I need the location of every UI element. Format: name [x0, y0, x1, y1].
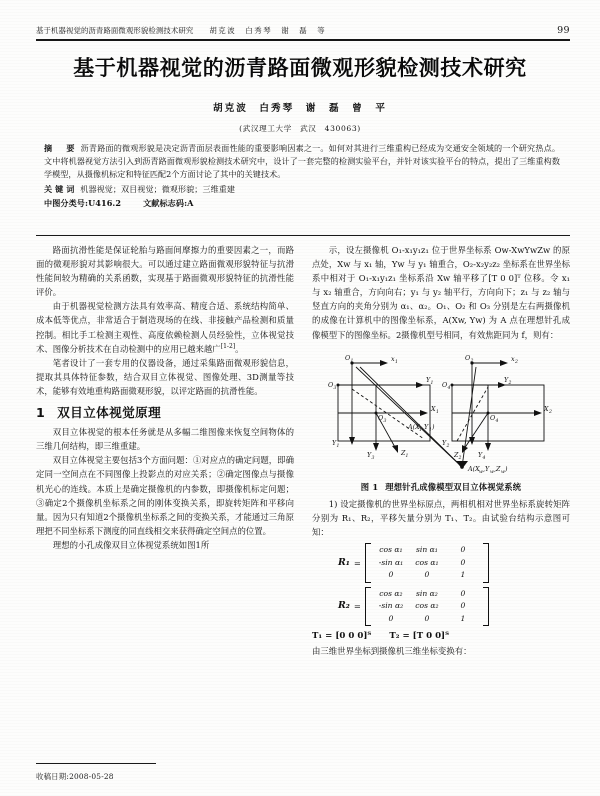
clc-label: 中图分类号	[44, 197, 85, 208]
paragraph: 理想的小孔成像双目立体视觉系统如图1所	[52, 539, 210, 550]
svg-text:,Y: ,Y	[483, 464, 490, 473]
abstract-label: 摘 要	[44, 143, 78, 153]
svg-text:,Z: ,Z	[494, 464, 501, 473]
body-columns	[36, 243, 570, 752]
equation-equals: =	[353, 557, 361, 568]
author-list: 胡克波 白秀琴 谢 磊 曾 平	[213, 103, 387, 114]
bracket-right	[483, 587, 489, 627]
figure-label-y3: Y	[367, 450, 372, 459]
svg-text:3: 3	[383, 418, 387, 424]
left-column	[36, 243, 294, 752]
matrix-cell: sin α₁	[416, 545, 438, 555]
paragraph: 双目立体视觉的根本任务就是从多幅二维图像来恢复空间物体的三维几何结构，即三维重建。	[36, 427, 294, 452]
figure-label-o2: O	[465, 353, 471, 362]
keywords-text: 机器视觉；双目视觉；微观形貌；三维重建	[80, 183, 236, 194]
figure-label-v2: Y	[442, 438, 447, 447]
affiliation: (武汉理工大学 武汉 430063)	[239, 124, 361, 133]
matrix-cell: cos α₂	[415, 601, 439, 611]
matrix-cell: -sin α₂	[378, 601, 404, 611]
page-title: 基于机器视觉的沥青路面微观形貌检测技术研究	[73, 56, 527, 80]
citation-ref: [1-2]	[220, 342, 236, 350]
received-date: 2008-05-28	[69, 772, 114, 781]
section-heading	[36, 406, 294, 420]
paragraph: 路面抗滑性能是保证轮胎与路面间摩擦力的重要因素之一，而路面的微观形貌对其影响很大。可以通过建立路面微观形貌特征与抗滑性能间较为精确的关系函数，实现基于路面微观形貌特征的抗滑性能评价。	[36, 245, 294, 298]
equation-equals: =	[353, 601, 361, 612]
svg-text:w: w	[501, 469, 505, 475]
matrix	[365, 587, 489, 627]
figure-label-z2: Z	[454, 450, 459, 459]
svg-text:1: 1	[436, 409, 439, 415]
equation-r1	[338, 543, 570, 583]
vector-t2: T₂ = [T 0 0]ᵀ	[389, 631, 450, 642]
svg-text:4: 4	[495, 418, 499, 424]
paragraph: 笔者设计了一套专用的仪器设备，通过采集路面微观形貌信息，提取其具体特征参数，结合双目立体视觉、图像处理、3D测量等技术，能够有效地重构路面微观形貌，以评定路面的抗滑性能。	[36, 357, 294, 396]
svg-text:1: 1	[419, 427, 422, 433]
svg-text:w: w	[490, 469, 494, 475]
abstract-paragraph	[44, 142, 560, 182]
figure-label-y1: Y	[426, 375, 431, 384]
matrix-cell: 0	[424, 613, 430, 623]
matrix-row	[373, 613, 481, 626]
svg-text:1: 1	[395, 359, 398, 365]
figure-label-o-center2: O	[490, 413, 496, 422]
right-column	[312, 243, 570, 752]
figure-label-x2: x	[511, 354, 515, 363]
matrix-cell: 0	[460, 601, 466, 611]
svg-text:3: 3	[371, 455, 375, 461]
matrix-cell: 0	[460, 588, 466, 598]
figure-label-o3: O	[328, 380, 334, 389]
matrix	[365, 543, 489, 583]
equation-lhs: R₁	[338, 556, 350, 568]
matrix-cell: 1	[460, 570, 466, 580]
svg-text:2: 2	[446, 443, 450, 449]
figure-caption-number: 图 1	[360, 481, 379, 492]
svg-text:w: w	[479, 469, 483, 475]
svg-text:2: 2	[508, 380, 512, 386]
svg-text:1: 1	[429, 427, 432, 433]
svg-text:1: 1	[336, 443, 340, 449]
abstract-text: 沥青路面的微观形貌是决定沥青面层表面性能的重要影响因素之一。如何对其进行三维重构已经成为交通安全领域的一个研究热点。文中将机器视觉方法引入到沥青路面微观形貌检测技术研究中，设计了一套完整的检测实验平台，并针对该实验平台的特点，提出了三维重构数学模型，从摄像机标定和特征匹配2个方面讨论了其中的关键技术。	[44, 143, 560, 180]
matrix-cell: 0	[460, 557, 466, 567]
svg-text:3: 3	[333, 385, 337, 391]
matrix-cell: sin α₂	[416, 588, 438, 598]
doc-code-value: A	[187, 197, 194, 208]
footer-divider	[36, 763, 156, 764]
matrix-rows	[371, 587, 483, 627]
figure-label-z1: Z	[401, 448, 406, 457]
figure-label-y4: Y	[478, 450, 483, 459]
matrix-row	[373, 569, 481, 582]
bracket-right	[483, 543, 489, 583]
paragraph: 示，设左摄像机 O₁-x₁y₁z₁ 位于世界坐标系 Ow-XwYwZw 的原点处，Xw 与 x₁ 轴，Yw 与 y₁ 轴重合，O₂-x₂y₂z₂ 坐标系在世界坐标系中相对于 O₁-x₁y₁z₁ 坐标系沿 Xw 轴平移了[T 0 0]ᵀ 位移。令 x₁ 与 x₂ 轴重合，方向向右；y₁ 与 y₂ 轴平行，方向向下；z₁ 与 z₂ 轴与竖直方向的夹角分别为 α₁、α₂。O₁、O₂ 和 O₃ 分别是左右两摄像机的成像在计算机中的图像坐标系，A(Xw, Yw) 为 A 点在理想针孔成像模型下的图像坐标。2摄像机型号相同，有效焦距同为 f，则有：	[312, 245, 570, 340]
equation-lhs: R₂	[338, 600, 350, 612]
figure-label-x1: x	[391, 354, 395, 363]
matrix-cell: 0	[424, 570, 430, 580]
svg-text:,Y: ,Y	[422, 422, 429, 431]
doc-code-label: 文献标志码	[143, 197, 185, 208]
keywords-label: 关键词	[44, 183, 78, 194]
svg-text:2: 2	[515, 359, 518, 365]
figure-caption-text: 理想针孔成像模型双目立体视觉系统	[385, 481, 522, 492]
matrix-row	[373, 588, 481, 601]
svg-text:1: 1	[350, 358, 354, 364]
matrix-cell: -sin α₁	[378, 557, 404, 567]
header-divider	[36, 39, 570, 41]
matrix-cell: cos α₁	[415, 557, 439, 567]
clc-line: 中图分类号:U416.2 文献标志码:A	[44, 197, 194, 208]
figure-label-o-center: O	[378, 413, 384, 422]
section-title: 双目立体视觉原理	[57, 405, 162, 421]
equation-translation-vectors	[312, 629, 570, 643]
running-head-title: 基于机器视觉的沥青路面微观形貌检测技术研究	[36, 26, 194, 35]
closing-paragraph: 由三维世界坐标到摄像机三维坐标变换有：	[312, 646, 472, 657]
page-number: 99	[557, 25, 570, 36]
svg-text:2: 2	[470, 358, 474, 364]
clc-value: U416.2	[88, 197, 122, 208]
svg-text:4: 4	[482, 455, 486, 461]
svg-text:2: 2	[458, 455, 462, 461]
abstract-block	[44, 142, 560, 210]
section-number: 1	[36, 405, 46, 421]
figure-label-v1: Y	[332, 438, 337, 447]
figure-label-x4: X	[544, 404, 549, 413]
paragraph: 由于机器视觉检测方法具有效率高、精度合适、系统结构简单、成本低等优点，非常适合于制造现场的在线、非接触产品检测和质量控制。相比手工检测主观性、高度依赖检测人员经验性，立体视觉技术、图像分析技术在自动检测中的应用已越来越广[1-2]。	[36, 301, 294, 354]
matrix-rows	[371, 543, 483, 583]
figure-caption	[312, 480, 570, 494]
svg-text:): )	[432, 422, 435, 431]
figure-label-point-a2: A(X	[468, 464, 480, 473]
running-head	[36, 20, 570, 36]
equation-r2	[338, 587, 570, 627]
figure-1	[312, 349, 570, 494]
matrix-cell: 0	[388, 570, 394, 580]
vector-t1: T₁ = [0 0 0]ᵀ	[312, 631, 372, 642]
running-head-left	[36, 25, 326, 36]
paragraph-text: 由于机器视觉检测方法具有效率高、精度合适、系统结构简单、成本低等优点，非常适合于制造现场的在线、非接触产品检测和质量控制。相比手工检测主观性、高度依赖检测人员经验性，立体视觉技术、图像分析技术在自动检测中的应用已越来越广	[36, 301, 294, 354]
svg-text:1: 1	[430, 380, 434, 386]
matrix-row	[373, 600, 481, 613]
svg-text:1: 1	[405, 453, 409, 459]
svg-text:2: 2	[549, 409, 552, 415]
received-label: 收稿日期	[36, 772, 67, 781]
figure-1-diagram	[312, 349, 570, 477]
matrix-row	[373, 544, 481, 557]
matrix-row	[373, 557, 481, 570]
figure-label-point-a1: A(X	[408, 422, 420, 431]
matrix-cell: cos α₁	[379, 545, 403, 555]
matrix-cell: 0	[388, 613, 394, 623]
keywords-line	[44, 183, 560, 196]
paragraph: 1) 设定摄像机的世界坐标原点，两相机相对世界坐标系旋转矩阵分别为 R₁、R₂，平移矢量分别为 T₁、T₂。由试验台结构示意图可知：	[312, 498, 570, 537]
figure-label-o1: O	[345, 353, 351, 362]
svg-text:): )	[505, 464, 508, 473]
figure-label-y2: Y	[504, 375, 509, 384]
running-head-authors: 胡克波 白秀琴 谢 磊 等	[209, 26, 327, 35]
paragraph: 双目立体视觉主要包括3个方面问题：①对应点的确定问题，即确定同一空间点在不同图像上投影点的对应关系；②确定图像点与摄像机光心的连线。本质上是确定摄像机的内参数，即摄像机标定问题；③确定2个摄像机坐标系之间的刚体变换关系，即旋转矩阵和平移向量。因为只有知道2个摄像机坐标系之间的变换关系，才能通过三角原理把不同坐标系下测度的同直线相交来获得确定空间点的位置。	[36, 455, 294, 536]
figure-label-x3: X	[431, 404, 436, 413]
footer-received-date: 收稿日期:2008-05-28	[36, 772, 114, 781]
figure-label-o4: O	[442, 380, 448, 389]
matrix-cell: 0	[460, 545, 466, 555]
matrix-cell: 1	[460, 613, 466, 623]
svg-text:4: 4	[447, 385, 451, 391]
abstract-divider	[36, 235, 570, 236]
matrix-cell: cos α₂	[379, 588, 403, 598]
